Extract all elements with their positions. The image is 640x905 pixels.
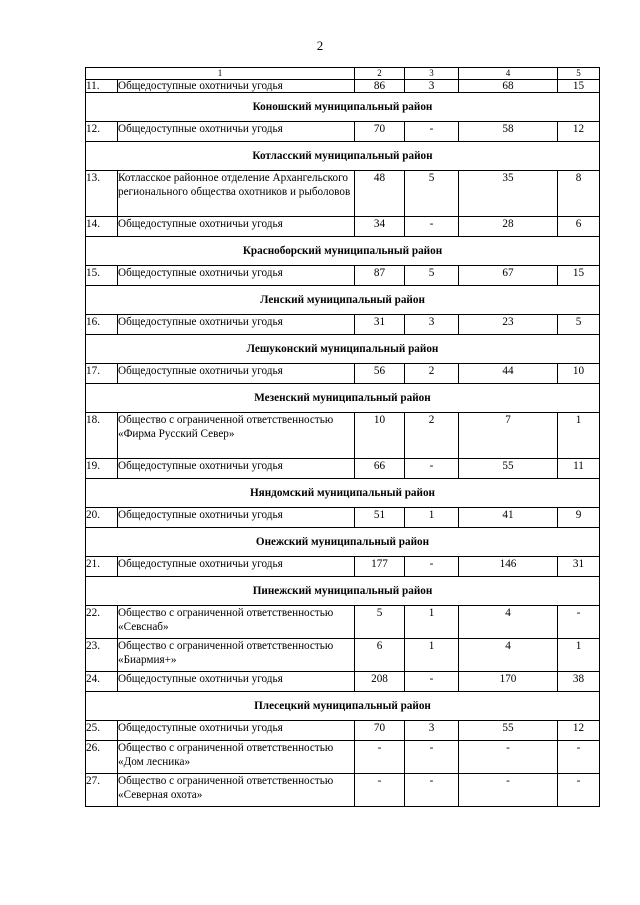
district-title: Плесецкий муниципальный район — [86, 692, 600, 721]
value-col-3: 5 — [405, 266, 459, 286]
value-col-4: 58 — [459, 122, 558, 142]
row-number: 15. — [86, 266, 118, 286]
value-col-3: - — [405, 741, 459, 774]
value-col-5: 12 — [558, 122, 600, 142]
value-col-2: 86 — [355, 80, 405, 93]
grounds-name: Общество с ограниченной ответственностью «Фирма Русский Север» — [118, 413, 355, 459]
value-col-2: - — [355, 741, 405, 774]
district-title: Пинежский муниципальный район — [86, 577, 600, 606]
row-number: 17. — [86, 364, 118, 384]
table-row — [86, 217, 600, 237]
district-header-row — [86, 528, 600, 557]
value-col-5: 6 — [558, 217, 600, 237]
value-col-4: 44 — [459, 364, 558, 384]
value-col-2: 208 — [355, 672, 405, 692]
value-col-4: 67 — [459, 266, 558, 286]
row-number: 12. — [86, 122, 118, 142]
value-col-2: 48 — [355, 171, 405, 217]
row-number: 20. — [86, 508, 118, 528]
value-col-3: 1 — [405, 639, 459, 672]
row-number: 22. — [86, 606, 118, 639]
row-number: 27. — [86, 774, 118, 807]
grounds-name: Общедоступные охотничьи угодья — [118, 315, 355, 335]
row-number: 25. — [86, 721, 118, 741]
value-col-3: - — [405, 557, 459, 577]
value-col-3: 1 — [405, 606, 459, 639]
row-number: 26. — [86, 741, 118, 774]
value-col-5: 1 — [558, 639, 600, 672]
district-title: Онежский муниципальный район — [86, 528, 600, 557]
table-row — [86, 364, 600, 384]
grounds-name: Общество с ограниченной ответственностью «Севснаб» — [118, 606, 355, 639]
page-number: 2 — [316, 38, 324, 53]
value-col-2: 56 — [355, 364, 405, 384]
value-col-5: 8 — [558, 171, 600, 217]
value-col-5: - — [558, 774, 600, 807]
value-col-4: 55 — [459, 459, 558, 479]
row-number: 14. — [86, 217, 118, 237]
value-col-3: - — [405, 217, 459, 237]
value-col-3: 2 — [405, 413, 459, 459]
district-header-row — [86, 142, 600, 171]
table-row — [86, 266, 600, 286]
value-col-2: 34 — [355, 217, 405, 237]
value-col-3: 3 — [405, 80, 459, 93]
table-body — [86, 80, 600, 807]
value-col-5: - — [558, 606, 600, 639]
table-row — [86, 606, 600, 639]
table-row — [86, 459, 600, 479]
district-header-row — [86, 286, 600, 315]
value-col-2: 6 — [355, 639, 405, 672]
value-col-5: 11 — [558, 459, 600, 479]
table-row — [86, 672, 600, 692]
table-row — [86, 315, 600, 335]
column-number-header-row — [86, 68, 600, 80]
district-header-row — [86, 237, 600, 266]
value-col-2: 51 — [355, 508, 405, 528]
value-col-4: 4 — [459, 639, 558, 672]
row-number: 11. — [86, 80, 118, 93]
value-col-5: 9 — [558, 508, 600, 528]
value-col-2: 31 — [355, 315, 405, 335]
grounds-name: Общедоступные охотничьи угодья — [118, 122, 355, 142]
value-col-4: 55 — [459, 721, 558, 741]
value-col-2: 70 — [355, 721, 405, 741]
row-number: 21. — [86, 557, 118, 577]
table-row — [86, 721, 600, 741]
grounds-name: Общедоступные охотничьи угодья — [118, 217, 355, 237]
grounds-name: Общедоступные охотничьи угодья — [118, 364, 355, 384]
column-header-5: 5 — [558, 68, 600, 80]
value-col-5: 31 — [558, 557, 600, 577]
value-col-3: - — [405, 672, 459, 692]
value-col-3: 2 — [405, 364, 459, 384]
column-header-3: 3 — [405, 68, 459, 80]
value-col-4: 23 — [459, 315, 558, 335]
grounds-name: Общедоступные охотничьи угодья — [118, 672, 355, 692]
value-col-3: 3 — [405, 721, 459, 741]
district-title: Няндомский муниципальный район — [86, 479, 600, 508]
value-col-3: 5 — [405, 171, 459, 217]
value-col-3: - — [405, 122, 459, 142]
district-header-row — [86, 577, 600, 606]
value-col-2: - — [355, 774, 405, 807]
value-col-3: 1 — [405, 508, 459, 528]
value-col-5: 12 — [558, 721, 600, 741]
value-col-2: 10 — [355, 413, 405, 459]
row-number: 24. — [86, 672, 118, 692]
value-col-5: 1 — [558, 413, 600, 459]
hunting-grounds-table — [85, 67, 600, 807]
grounds-name: Общество с ограниченной ответственностью «Северная охота» — [118, 774, 355, 807]
value-col-3: - — [405, 774, 459, 807]
district-title: Мезенский муниципальный район — [86, 384, 600, 413]
grounds-name: Общедоступные охотничьи угодья — [118, 508, 355, 528]
grounds-name: Общедоступные охотничьи угодья — [118, 80, 355, 93]
row-number: 18. — [86, 413, 118, 459]
row-number: 13. — [86, 171, 118, 217]
row-number: 23. — [86, 639, 118, 672]
grounds-name: Котласское районное отделение Архангельского регионального общества охотников и рыболовов — [118, 171, 355, 217]
table-row — [86, 413, 600, 459]
value-col-4: - — [459, 741, 558, 774]
value-col-5: 15 — [558, 80, 600, 93]
district-header-row — [86, 93, 600, 122]
value-col-2: 70 — [355, 122, 405, 142]
row-number: 19. — [86, 459, 118, 479]
value-col-5: 10 — [558, 364, 600, 384]
value-col-5: 38 — [558, 672, 600, 692]
value-col-4: 7 — [459, 413, 558, 459]
table-row — [86, 774, 600, 807]
value-col-4: 41 — [459, 508, 558, 528]
district-header-row — [86, 384, 600, 413]
table-row — [86, 741, 600, 774]
value-col-2: 66 — [355, 459, 405, 479]
value-col-4: 170 — [459, 672, 558, 692]
value-col-2: 87 — [355, 266, 405, 286]
table-row — [86, 171, 600, 217]
table-row — [86, 80, 600, 93]
value-col-5: 15 — [558, 266, 600, 286]
value-col-2: 5 — [355, 606, 405, 639]
district-title: Коношский муниципальный район — [86, 93, 600, 122]
value-col-4: - — [459, 774, 558, 807]
value-col-4: 28 — [459, 217, 558, 237]
grounds-name: Общедоступные охотничьи угодья — [118, 266, 355, 286]
grounds-name: Общедоступные охотничьи угодья — [118, 459, 355, 479]
district-title: Красноборский муниципальный район — [86, 237, 600, 266]
district-header-row — [86, 335, 600, 364]
column-header-2: 2 — [355, 68, 405, 80]
value-col-3: 3 — [405, 315, 459, 335]
district-header-row — [86, 692, 600, 721]
district-title: Ленский муниципальный район — [86, 286, 600, 315]
district-title: Лешуконский муниципальный район — [86, 335, 600, 364]
column-header-1: 1 — [86, 68, 355, 80]
district-title: Котласский муниципальный район — [86, 142, 600, 171]
grounds-name: Общество с ограниченной ответственностью «Биармия+» — [118, 639, 355, 672]
value-col-4: 35 — [459, 171, 558, 217]
value-col-5: 5 — [558, 315, 600, 335]
grounds-name: Общество с ограниченной ответственностью «Дом лесника» — [118, 741, 355, 774]
table-row — [86, 557, 600, 577]
column-header-4: 4 — [459, 68, 558, 80]
value-col-2: 177 — [355, 557, 405, 577]
table-row — [86, 508, 600, 528]
value-col-3: - — [405, 459, 459, 479]
table-row — [86, 122, 600, 142]
grounds-name: Общедоступные охотничьи угодья — [118, 721, 355, 741]
table-row — [86, 639, 600, 672]
value-col-4: 146 — [459, 557, 558, 577]
grounds-name: Общедоступные охотничьи угодья — [118, 557, 355, 577]
value-col-4: 4 — [459, 606, 558, 639]
district-header-row — [86, 479, 600, 508]
row-number: 16. — [86, 315, 118, 335]
value-col-5: - — [558, 741, 600, 774]
value-col-4: 68 — [459, 80, 558, 93]
